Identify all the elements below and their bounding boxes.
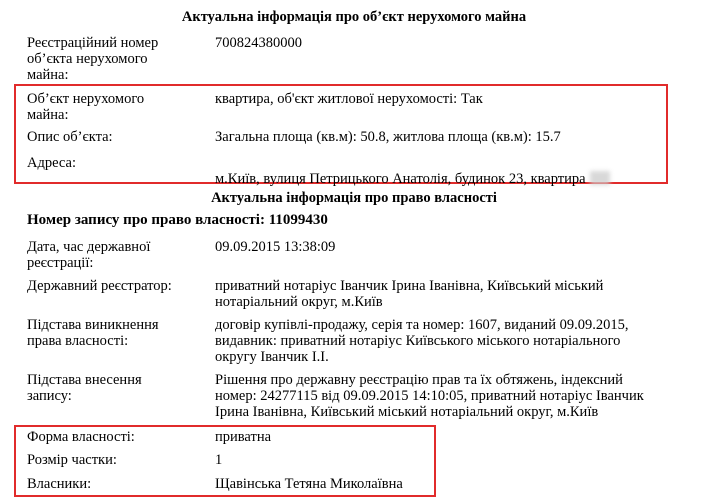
ownership-section-title: Актуальна інформація про право власності xyxy=(211,190,497,206)
description-label: Опис об’єкта: xyxy=(27,129,113,145)
reg-date-label: Дата, час державної реєстрації: xyxy=(27,239,151,271)
address-label: Адреса: xyxy=(27,155,76,171)
address-value: м.Київ, вулиця Петрицького Анатолія, будинок 23, квартира xyxy=(215,171,586,187)
address-row xyxy=(215,155,685,187)
entry-basis-value: Рішення про державну реєстрацію прав та їх обтяжень, індексний номер: 24277115 від 09.09.2015 14:10:05, приватний нотаріус Іванчик Ірина Іванівна, Київський міський нотаріальний округ, м.Київ xyxy=(215,372,644,420)
object-value: квартира, об'єкт житлової нерухомості: Так xyxy=(215,91,483,107)
share-value: 1 xyxy=(215,452,223,468)
ownership-form-label: Форма власності: xyxy=(27,429,135,445)
reg-number-label: Реєстраційний номер об’єкта нерухомого майна: xyxy=(27,35,159,83)
owners-value: Щавінська Тетяна Миколаївна xyxy=(215,476,403,492)
record-number: Номер запису про право власності: 11099430 xyxy=(27,212,328,228)
entry-basis-label: Підстава внесення запису: xyxy=(27,372,142,404)
object-label: Об’єкт нерухомого майна: xyxy=(27,91,145,123)
basis-value: договір купівлі-продажу, серія та номер: 1607, виданий 09.09.2015, видавник: приватний нотаріус Київського міського нотаріального округу Іванчик І.І. xyxy=(215,317,629,365)
reg-date-value: 09.09.2015 13:38:09 xyxy=(215,239,336,255)
share-label: Розмір частки: xyxy=(27,452,117,468)
ownership-form-value: приватна xyxy=(215,429,272,445)
description-value: Загальна площа (кв.м): 50.8, житлова площа (кв.м): 15.7 xyxy=(215,129,561,145)
owners-label: Власники: xyxy=(27,476,92,492)
reg-number-value: 700824380000 xyxy=(215,35,302,51)
registrar-label: Державний реєстратор: xyxy=(27,278,172,294)
basis-label: Підстава виникнення права власності: xyxy=(27,317,159,349)
object-section-title: Актуальна інформація про об’єкт нерухомого майна xyxy=(181,9,527,25)
redacted-blur xyxy=(590,171,610,185)
registrar-value: приватний нотаріус Іванчик Ірина Іванівна, Київський міський нотаріальний округ, м.Київ xyxy=(215,278,604,310)
